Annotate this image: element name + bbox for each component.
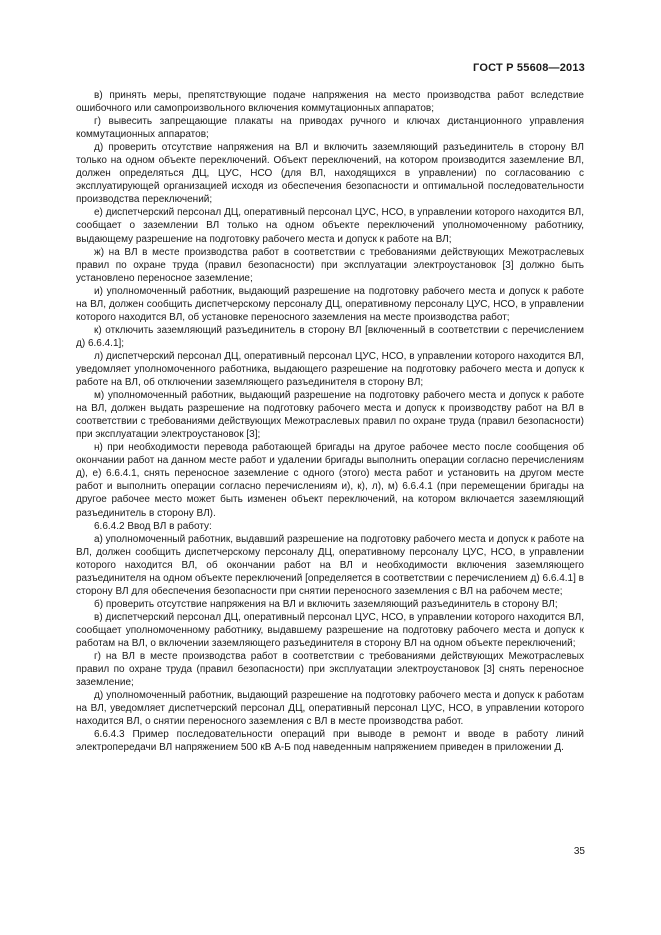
document-body — [76, 89, 584, 754]
paragraph-v: в) принять меры, препятствующие подаче напряжения на место производства работ вследствие ошибочного или самопроизвольного включения коммутационных аппаратов; — [76, 90, 584, 115]
paragraph-g2: г) на ВЛ в месте производства работ в соответствии с требованиями действующих Межотраслевых правил по охране труда (правил безопасности) при эксплуатации электроустановок [3] снять переносное заземление; — [76, 651, 584, 689]
section-6-6-4-3: 6.6.4.3 Пример последовательности операций при выводе в ремонт и вводе в работу линий электропередачи ВЛ напряжением 500 кВ А-Б под наведенным напряжением приведен в приложении Д. — [76, 729, 584, 754]
paragraph-g: г) вывесить запрещающие плакаты на приводах ручного и ключах дистанционного управления коммутационных аппаратов; — [76, 116, 584, 141]
page-number: 35 — [573, 846, 585, 857]
paragraph-l: л) диспетчерский персонал ДЦ, оперативный персонал ЦУС, НСО, в управлении которого находится ВЛ, уведомляет уполномоченного работника, выдающего разрешение на подготовку рабочего места и допуск к работе на ВЛ, об отключении заземляющего разъединителя в сторону ВЛ; — [76, 350, 584, 389]
paragraph-d2: д) уполномоченный работник, выдающий разрешение на подготовку рабочего места и допуск к работам на ВЛ, уведомляет диспетчерский персонал ДЦ, оперативный персонал ЦУС, НСО, в управлении которого находится ВЛ, о снятии переносного заземления с ВЛ в месте производства работ. — [76, 690, 584, 728]
paragraph-i: и) уполномоченный работник, выдающий разрешение на подготовку рабочего места и допуск к работе на ВЛ, должен сообщить диспетчерскому персоналу ДЦ, оперативному персоналу ЦУС, НСО, в управлении которого находится ВЛ, об установке переносного заземления на месте производства работ; — [76, 285, 584, 323]
paragraph-b: б) проверить отсутствие напряжения на ВЛ и включить заземляющий разъединитель в сторону ВЛ; — [94, 598, 558, 610]
paragraph-n: н) при необходимости перевода работающей бригады на другое рабочее место после сообщения об окончании работ на данном месте работ и удалении бригады выполнить операции согласно перечислениям д), е) 6.6.4.1, снять переносное заземление с одного (этого) места работ и установить на другом месте работ и выполнить операции согласно перечислениям и), к), л), м) 6.6.4.1 (при перемещении бригады на другое рабочее место может быть изменен объект переключений, на котором включается заземляющий разъединитель в сторону ВЛ). — [76, 442, 584, 519]
paragraph-zh: ж) на ВЛ в месте производства работ в соответствии с требованиями действующих Межотраслевых правил по охране труда (правил безопасности) при эксплуатации электроустановок [3] должно быть установлено переносное заземление; — [76, 246, 584, 284]
standard-designation: ГОСТ Р 55608—2013 — [473, 62, 585, 74]
paragraph-d: д) проверить отсутствие напряжения на ВЛ и включить заземляющий разъединитель в сторону ВЛ только на одном объекте переключений. Объект переключений, на котором производится заземление ВЛ, должен определяться ДЦ, ЦУС, НСО (для ВЛ, находящихся в управлении) по согласованию с эксплуатирующей организацией исходя из обеспечения безопасности и оптимальной последовательности производства переключений; — [76, 142, 584, 206]
section-6-6-4-2-heading: 6.6.4.2 Ввод ВЛ в работу: — [94, 520, 212, 532]
paragraph-k: к) отключить заземляющий разъединитель в сторону ВЛ [включенный в соответствии с перечислением д) 6.6.4.1]; — [76, 324, 584, 349]
paragraph-m: м) уполномоченный работник, выдающий разрешение на подготовку рабочего места и допуск к работе на ВЛ, должен выдать разрешение на подготовку рабочего места и допуск к производству работ на ВЛ в соответствии с требованиями действующих Межотраслевых правил по охране труда (правил безопасности) при эксплуатации электроустановок [3]; — [76, 390, 584, 441]
paragraph-v2: в) диспетчерский персонал ДЦ, оперативный персонал ЦУС, НСО, в управлении которого находится ВЛ, сообщает уполномоченному работнику, выдавшему разрешение на подготовку рабочего места и допуск к работам на ВЛ, о включении заземляющего разъединителя в сторону ВЛ на одном объекте переключений; — [76, 611, 584, 649]
paragraph-e: е) диспетчерский персонал ДЦ, оперативный персонал ЦУС, НСО, в управлении которого находится ВЛ, сообщает о заземлении ВЛ только на одном объекте переключений уполномоченному работнику, выдающему разрешение на подготовку рабочего места и допуск к работе на ВЛ; — [76, 207, 584, 245]
paragraph-a: а) уполномоченный работник, выдавший разрешение на подготовку рабочего места и допуск к работе на ВЛ, должен сообщить диспетчерскому персоналу ДЦ, оперативному персоналу ЦУС, НСО, в управлении которого находится ВЛ, об окончании работ на ВЛ и необходимости включения заземляющего разъединителя на одном объекте переключений [определяется в соответствии с перечислением д) 6.6.4.1] в сторону ВЛ для обеспечения безопасности при снятии переносного заземления с ВЛ на рабочем месте; — [76, 533, 584, 597]
